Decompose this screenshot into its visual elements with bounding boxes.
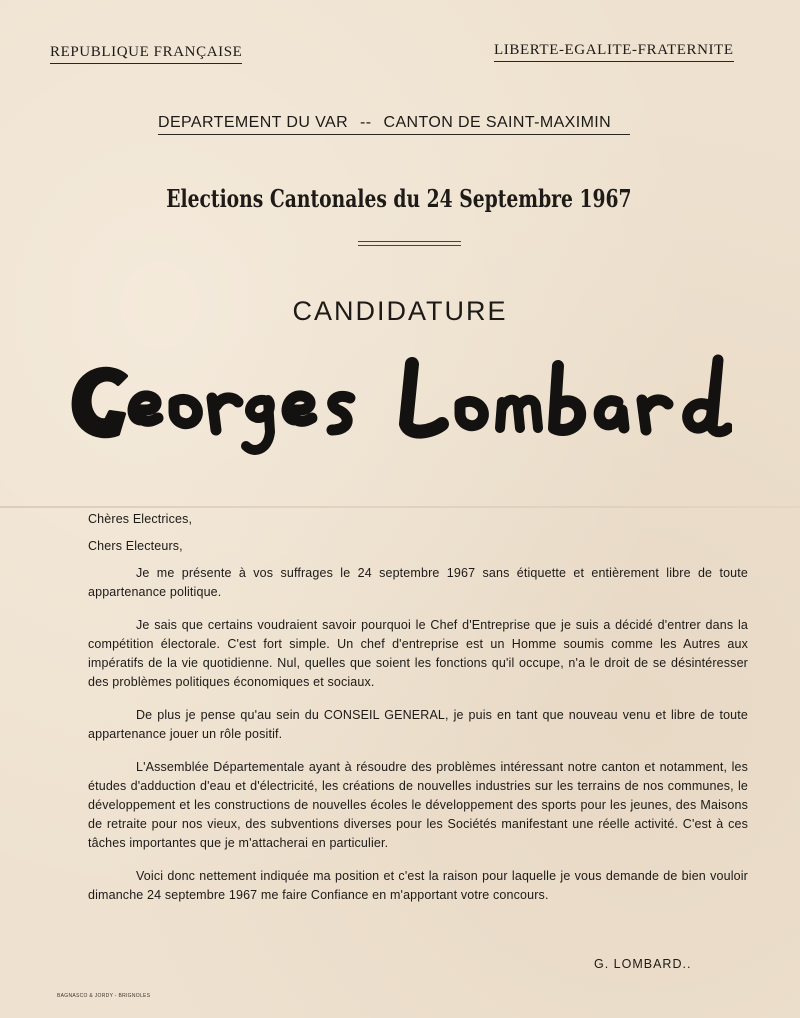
department-canton-heading — [158, 114, 630, 135]
department-label: DEPARTEMENT DU VAR — [158, 114, 349, 131]
salutation-electrices: Chères Electrices, — [88, 512, 193, 526]
election-title: Elections Cantonales du 24 Septembre 1967 — [166, 184, 632, 213]
salutation-electeurs: Chers Electeurs, — [88, 539, 183, 553]
candidature-label: CANDIDATURE — [292, 296, 508, 326]
letter-body — [88, 510, 748, 919]
motto-heading: LIBERTE-EGALITE-FRATERNITE — [494, 42, 734, 62]
printer-credit: BAGNASCO & JORDY - BRIGNOLES — [57, 993, 151, 999]
republic-heading: REPUBLIQUE FRANÇAISE — [50, 44, 242, 64]
paragraph-5: Voici donc nettement indiquée ma position et c'est la raison pour laquelle je vous demande de bien vouloir dimanche 24 septembre 1967 me faire Confiance en m'apportant votre concours. — [88, 869, 748, 902]
heading-separator: -- — [360, 114, 372, 131]
candidate-name-brush-lettering — [66, 350, 732, 460]
paper-fold-line — [0, 506, 800, 508]
paragraph-2: Je sais que certains voudraient savoir pourquoi le Chef d'Entreprise que je suis a décidé d'entrer dans la compétition électorale. C'est fort simple. Un chef d'entreprise est un Homme soumis comme les Autres aux impératifs de la vie quotidienne. Nul, quelles que soient les fonctions qu'il occupe, n'a le droit de se désintéresser des problèmes politiques économiques et sociaux. — [88, 618, 748, 689]
decorative-double-rule — [358, 241, 461, 246]
signature: G. LOMBARD.. — [594, 957, 692, 971]
canton-label: CANTON DE SAINT-MAXIMIN — [383, 114, 612, 131]
paragraph-1: Je me présente à vos suffrages le 24 septembre 1967 sans étiquette et entièrement libre de toute appartenance politique. — [88, 566, 748, 599]
paragraph-4: L'Assemblée Départementale ayant à résoudre des problèmes intéressant notre canton et notamment, les études d'adduction d'eau et d'électricité, les créations de nouvelles industries sur les terrains de nos communes, le développement et les constructions de nouvelles écoles le développement des sports pour les jeunes, des Maisons de retraite pour nos vieux, des subventions diverses pour les Sociétés manifestant une réelle activité. C'est à ces tâches importantes que je m'attacherai en particulier. — [88, 760, 748, 850]
paragraph-3: De plus je pense qu'au sein du CONSEIL GENERAL, je puis en tant que nouveau venu et libre de toute appartenance jouer un rôle positif. — [88, 708, 748, 741]
